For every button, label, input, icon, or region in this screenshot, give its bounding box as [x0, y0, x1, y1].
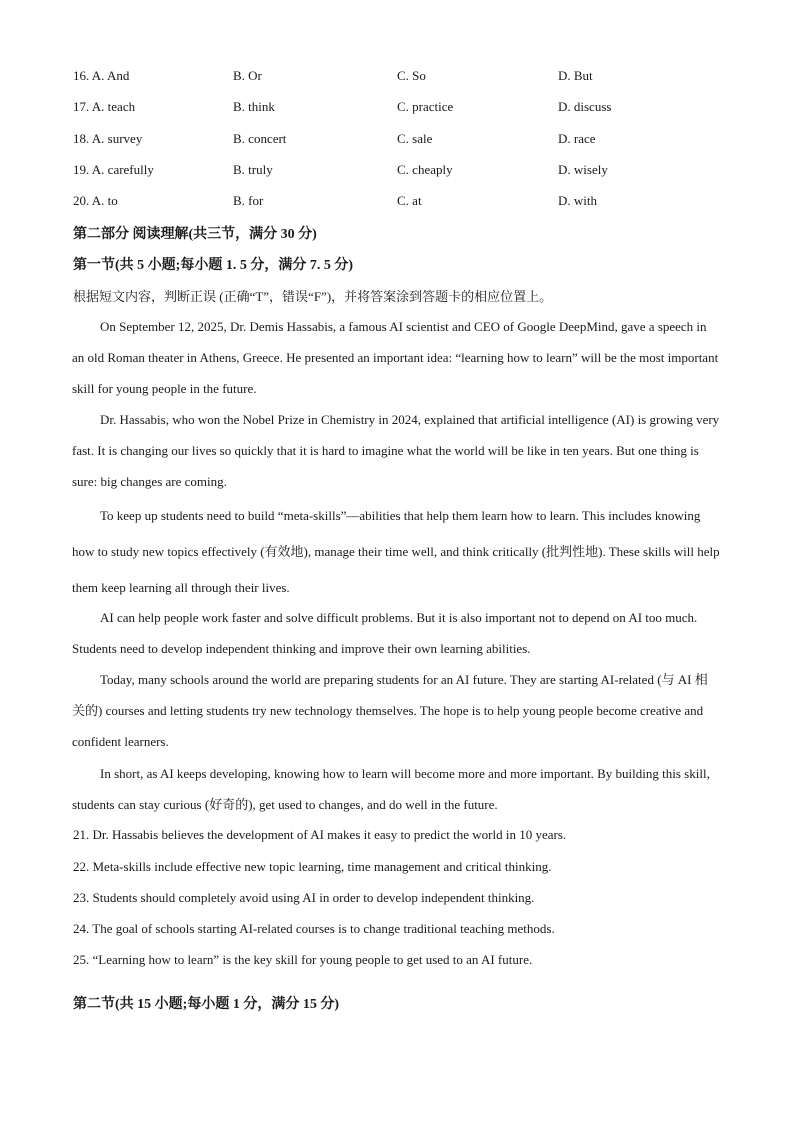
- option-c: C. So: [397, 68, 426, 83]
- option-c: C. sale: [397, 131, 433, 146]
- option-row-17: [0, 99, 794, 119]
- passage-paragraph-1: On September 12, 2025, Dr. Demis Hassabis, a famous AI scientist and CEO of Google DeepMind, gave a speech in an old Roman theater in Athens, Greece. He presented an important idea: “learning how to learn” will be the most important skill for young people in the future.: [72, 319, 719, 396]
- statement-24: 24. The goal of schools starting AI-related courses is to change traditional teaching methods.: [73, 921, 555, 936]
- option-row-18: [0, 131, 794, 151]
- statement-22: 22. Meta-skills include effective new topic learning, time management and critical thinking.: [73, 859, 552, 874]
- option-b: B. think: [233, 99, 275, 114]
- option-b: B. truly: [233, 162, 273, 177]
- statement-23: 23. Students should completely avoid using AI in order to develop independent thinking.: [73, 890, 535, 905]
- option-a: 17. A. teach: [73, 99, 136, 114]
- option-a: 19. A. carefully: [73, 162, 154, 177]
- option-a: 16. A. And: [73, 68, 130, 83]
- passage-paragraph-3: To keep up students need to build “meta-skills”—abilities that help them learn how to learn. This includes knowing how to study new topics effectively (有效地), manage their time well, and think critically (批判性地). These skills will help them keep learning all through their lives.: [72, 508, 720, 595]
- option-row-20: [0, 193, 794, 213]
- statement-25: 25. “Learning how to learn” is the key skill for young people to get used to an AI future.: [73, 952, 533, 967]
- passage-paragraph-4: AI can help people work faster and solve difficult problems. But it is also important not to depend on AI too much. Students need to develop independent thinking and improve their own learning abilities.: [72, 610, 698, 656]
- passage-paragraph-2: Dr. Hassabis, who won the Nobel Prize in Chemistry in 2024, explained that artificial intelligence (AI) is growing very fast. It is changing our lives so quickly that it is hard to imagine what the world will be like in ten years. But one thing is sure: big changes are coming.: [72, 412, 720, 489]
- option-d: D. But: [558, 68, 593, 83]
- option-b: B. concert: [233, 131, 287, 146]
- statement-21: 21. Dr. Hassabis believes the development of AI makes it easy to predict the world in 10 years.: [73, 827, 567, 842]
- instruction-text: 根据短文内容，判断正误 (正确“T”，错误“F”)，并将答案涂到答题卡的相应位置上。: [73, 289, 553, 304]
- part-two-heading: 第二部分 阅读理解(共三节，满分 30 分): [73, 227, 317, 242]
- option-row-16: [0, 68, 794, 88]
- option-d: D. discuss: [558, 99, 612, 114]
- option-d: D. with: [558, 193, 597, 208]
- option-d: D. wisely: [558, 162, 608, 177]
- option-a: 18. A. survey: [73, 131, 143, 146]
- passage-paragraph-5: Today, many schools around the world are preparing students for an AI future. They are starting AI-related (与 AI 相关的) courses and letting students try new technology themselves. The hope is to help young people become creative and confident learners.: [72, 672, 708, 749]
- option-b: B. for: [233, 193, 264, 208]
- option-row-19: [0, 162, 794, 182]
- option-a: 20. A. to: [73, 193, 118, 208]
- section-two-heading: 第二节(共 15 小题;每小题 1 分，满分 15 分): [73, 997, 339, 1012]
- passage-paragraph-6: In short, as AI keeps developing, knowing how to learn will become more and more important. By building this skill, students can stay curious (好奇的), get used to changes, and do well in the future.: [72, 766, 710, 812]
- option-c: C. practice: [397, 99, 454, 114]
- option-b: B. Or: [233, 68, 262, 83]
- section-one-heading: 第一节(共 5 小题;每小题 1. 5 分，满分 7. 5 分): [73, 258, 353, 273]
- option-c: C. at: [397, 193, 422, 208]
- option-c: C. cheaply: [397, 162, 453, 177]
- option-d: D. race: [558, 131, 596, 146]
